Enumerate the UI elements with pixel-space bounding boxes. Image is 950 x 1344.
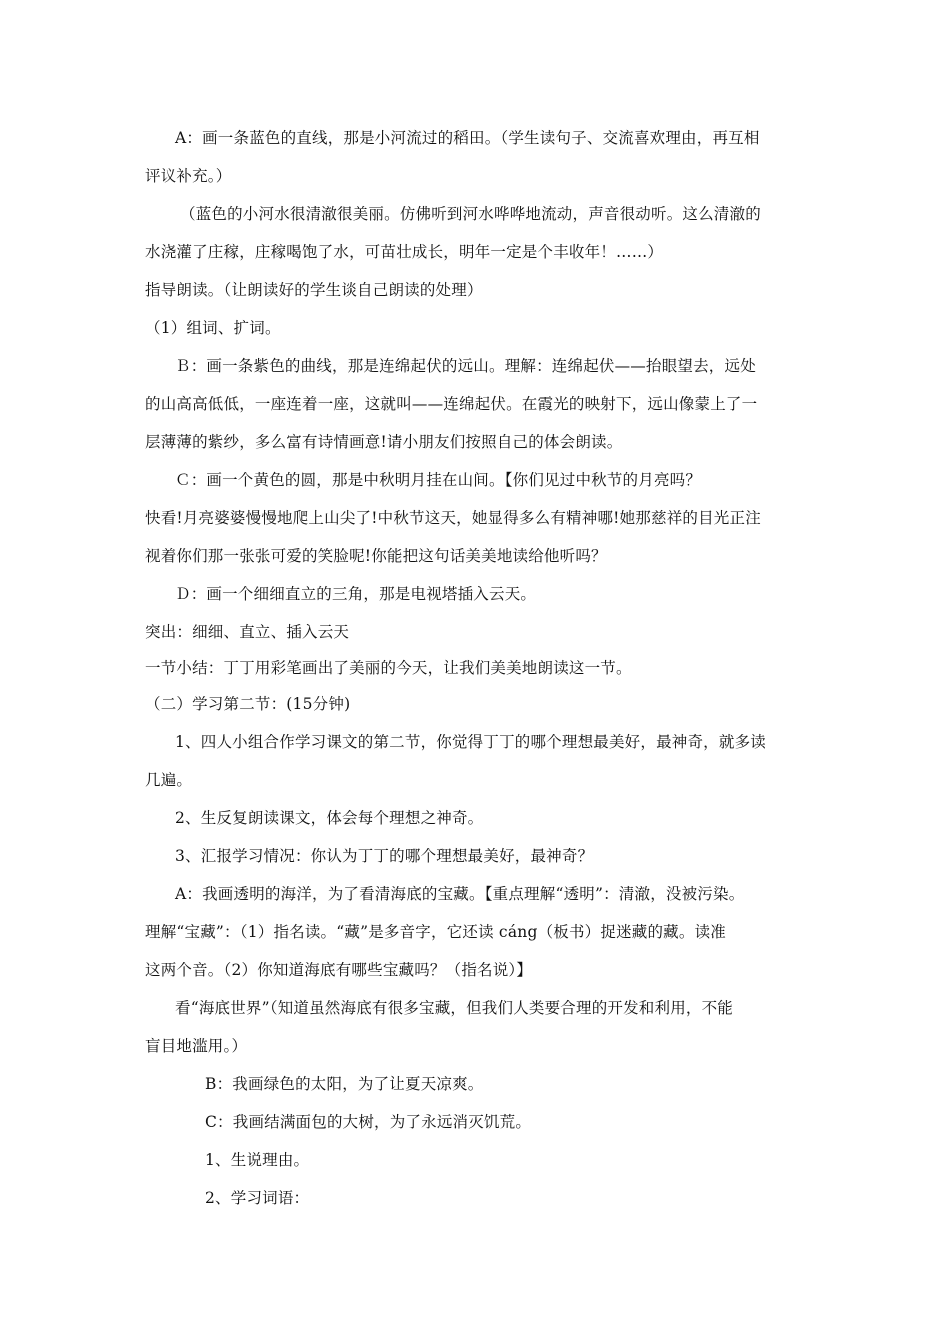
paragraph-line: Ｂ：画一条紫色的曲线，那是连绵起伏的远山。理解：连绵起伏——抬眼望去，远处	[175, 357, 756, 375]
paragraph-line: （1）组词、扩词。	[145, 319, 281, 337]
paragraph-line: 2、生反复朗读课文，体会每个理想之神奇。	[175, 809, 484, 827]
paragraph-line: 这两个音。（2）你知道海底有哪些宝藏吗？（指名说）】	[145, 961, 533, 979]
paragraph-line: 评议补充。）	[145, 167, 232, 185]
paragraph-line: （蓝色的小河水很清澈很美丽。仿佛听到河水哗哗地流动，声音很动听。这么清澈的	[180, 205, 761, 223]
paragraph-line: 看“海底世界”（知道虽然海底有很多宝藏，但我们人类要合理的开发和利用，不能	[175, 999, 734, 1017]
paragraph-line: 盲目地滥用。）	[145, 1037, 248, 1055]
paragraph-line: C：我画结满面包的大树，为了永远消灭饥荒。	[205, 1113, 532, 1131]
paragraph-line: 快看!月亮婆婆慢慢地爬上山尖了!中秋节这天，她显得多么有精神哪!她那慈祥的目光正注	[145, 509, 761, 527]
paragraph-line: 的山高高低低，一座连着一座，这就叫——连绵起伏。在霞光的映射下，远山像蒙上了一	[145, 395, 758, 413]
paragraph-line: A：画一条蓝色的直线，那是小河流过的稻田。（学生读句子、交流喜欢理由，再互相	[175, 129, 760, 147]
paragraph-line: 指导朗读。（让朗读好的学生谈自己朗读的处理）	[145, 281, 483, 299]
paragraph-line: 1、四人小组合作学习课文的第二节，你觉得丁丁的哪个理想最美好，最神奇，就多读	[175, 733, 766, 751]
paragraph-line: A：我画透明的海洋，为了看清海底的宝藏。【重点理解“透明”：清澈，没被污染。	[175, 885, 745, 903]
paragraph-line: 一节小结：丁丁用彩笔画出了美丽的今天，让我们美美地朗读这一节。	[145, 659, 632, 677]
paragraph-line: 理解“宝藏”：（1）指名读。“藏”是多音字，它还读 cáng（板书）捉迷藏的藏。读准	[145, 923, 726, 941]
paragraph-line: 3、汇报学习情况：你认为丁丁的哪个理想最美好，最神奇？	[175, 847, 594, 865]
paragraph-line: Ｄ：画一个细细直立的三角，那是电视塔插入云天。	[175, 585, 537, 603]
paragraph-line: 几遍。	[145, 771, 193, 789]
paragraph-line: Ｃ：画一个黄色的圆，那是中秋明月挂在山间。【你们见过中秋节的月亮吗？	[175, 471, 702, 489]
paragraph-line: 层薄薄的紫纱，多么富有诗情画意!请小朋友们按照自己的体会朗读。	[145, 433, 623, 451]
paragraph-line: 2、学习词语：	[205, 1189, 310, 1207]
paragraph-line: 水浇灌了庄稼，庄稼喝饱了水，可苗壮成长，明年一定是个丰收年！……）	[145, 243, 664, 261]
paragraph-line: 突出：细细、直立、插入云天	[145, 623, 350, 641]
paragraph-line: 1、生说理由。	[205, 1151, 310, 1169]
paragraph-line: 视着你们那一张张可爱的笑脸呢!你能把这句话美美地读给他听吗？	[145, 547, 607, 565]
paragraph-line: B：我画绿色的太阳，为了让夏天凉爽。	[205, 1075, 484, 1093]
section-heading: （二）学习第二节：(15分钟)	[145, 695, 351, 713]
